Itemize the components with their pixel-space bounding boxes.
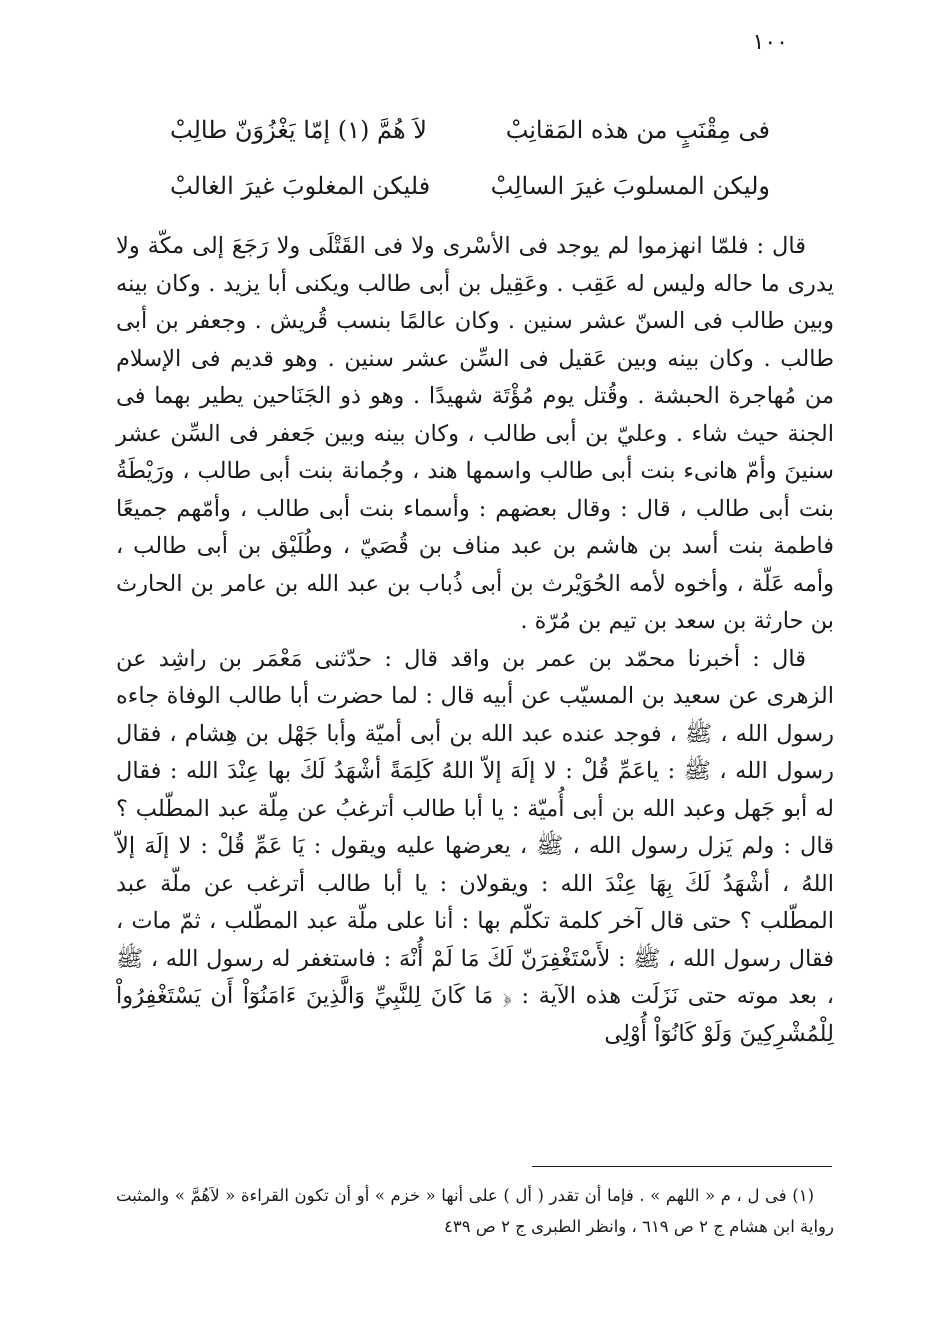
paragraph: قال : فلمّا انهزموا لم يوجد فى الأسْرى ولا فى القَتْلَى ولا رَجَعَ إلى مكّة ولا يدرى ما حاله وليس له عَقِب . وعَقِيل بن أبى طالب ويكنى أبا يزيد . وكان بينه وبين طالب فى السنّ عشر سنين . وكان عالمًا بنسب قُريش . وجعفر بن أبى طالب . وكان بينه وبين عَقيل فى السِّن عشر سنين . وهو قديم فى الإسلام من مُهاجرة الحبشة . وقُتل يوم مُؤْتَة شهيدًا . وهو ذو الجَنَاحين يطير بهما فى الجنة حيث شاء . وعليّ بن أبى طالب ، وكان بينه وبين جَعفر فى السِّن عشر سنينَ وأمّ هانىء بنت أبى طالب واسمها هند ، وجُمانة بنت أبى طالب ، ورَيْطَةُ بنت أبى طالب ، قال : وقال بعضهم : وأسماء بنت أبى طالب ، وأمّهم جميعًا فاطمة بنت أسد بن هاشم بن عبد مناف بن قُصَيّ ، وطُلَيْق بن أبى طالب ، وأمه عَلّة ، وأخوه لأمه الحُوَيْرث بن أبى ذُباب بن عبد الله بن عامر بن الحارث بن حارثة بن سعد بن تيم بن مُرّة . [116,233,834,634]
verse-second-hemistich: فى مِقْنَبٍ من هذه المَقانِبْ [505,116,770,144]
paragraph: قال : أخبرنا محمّد بن عمر بن واقد قال : حدّثنى مَعْمَر بن راشِد عن الزهرى عن سعيد بن المسيّب عن أبيه قال : لما حضرت أبا طالب الوفاة جاءه رسول الله ، ﷺ ، فوجد عنده عبد الله بن أبى أميّة وأبا جَهْل بن هِشام ، فقال رسول الله ، ﷺ : ياعَمِّ قُلْ : لا إلَهَ إلاّ اللهُ كَلِمَةً أشْهَدُ لَكَ بها عِنْدَ الله : فقال له أبو جَهل وعبد الله بن أبى أُميّة : يا أبا طالب أترغبُ عن مِلّة عبد المطّلب ؟ قال : ولم يَزل رسول الله ، ﷺ ، يعرضها عليه ويقول : يَا عَمِّ قُلْ : لا إلَهَ إلاّ اللهُ ، أشْهَدُ لَكَ بِهَا عِنْدَ الله : ويقولان : يا أبا طالب أترغب عن ملّة عبد المطّلب ؟ حتى قال آخر كلمة تكلّم بها : أنا على ملّة عبد المطّلب ، ثمّ مات ، فقال رسول الله ، ﷺ : لأَسْتَغْفِرَنّ لَكَ مَا لَمْ أُنْهَ : فاستغفر له رسول الله ، ﷺ ، بعد موته حتى نَزَلَت هذه الآية : ﴿ مَا كَانَ لِلنَّبِيِّ وَالَّذِينَ ءَامَنُوٓاْ أَن يَسْتَغْفِرُواْ لِلْمُشْرِكِينَ وَلَوْ كَانُوٓاْ أُوْلِى [116,645,834,1047]
verse-first-hemistich: لاَ هُمَّ (١) إمّا يَغْزُوَنّ طالِبْ [170,116,427,144]
poem-verse [170,116,770,144]
page-number: ١٠٠ [752,30,788,55]
main-text [116,228,834,1053]
verse-second-hemistich: وليكن المسلوبَ غيرَ السالِبْ [490,172,770,200]
footnote: (١) فى ل ، م « اللهم » . فإما أن تقدر ( أل ) على أنها « خزم » أو أن تكون القراءة « لاَهُمَّ » والمثبت رواية ابن هشام ج ٢ ص ٦١٩ ، وانظر الطبرى ج ٢ ص ٤٣٩ [116,1186,834,1236]
footnotes [116,1180,834,1242]
footnote-divider [532,1166,832,1167]
verse-first-hemistich: فليكن المغلوبَ غيرَ الغالبْ [170,172,431,200]
poem-verse [170,172,770,200]
